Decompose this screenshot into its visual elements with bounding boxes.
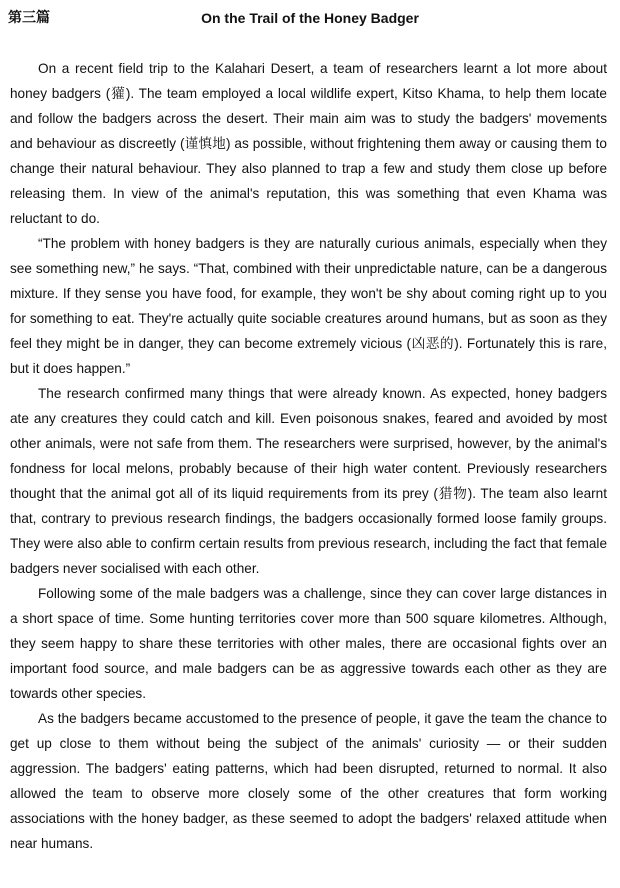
paragraph-3: The research confirmed many things that were already known. As expected, honey badgers ate any creatures they could catch and kill. Even poisonous snakes, feared and avoided by most other animals, were not safe from them. The researchers were surprised, however, by the animal's fondness for local melons, probably because of their high water content. Previously researchers thought that the animal got all of its liquid requirements from its prey (猎物). The team also learnt that, contrary to previous research findings, the badgers occasionally formed loose family groups. They were also able to confirm certain results from previous research, including the fact that female badgers never socialised with each other. bbox=[10, 386, 607, 576]
article-body bbox=[10, 56, 607, 856]
section-label: 第三篇 bbox=[8, 10, 50, 26]
paragraph-2: “The problem with honey badgers is they are naturally curious animals, especially when they see something new,” he says. “That, combined with their unpredictable nature, can be a dangerous mixture. If they sense you have food, for example, they won't be shy about coming right up to you for something to eat. They're actually quite sociable creatures around humans, but as soon as they feel they might be in danger, they can become extremely vicious (凶恶的). Fortunately this is rare, but it does happen.” bbox=[10, 236, 607, 376]
paragraph-4: Following some of the male badgers was a challenge, since they can cover large distances in a short space of time. Some hunting territories cover more than 500 square kilometres. Although, they seem happy to share these territories with other males, there are occasional fights over an important food source, and male badgers can be as aggressive towards each other as they are towards other species. bbox=[10, 586, 607, 701]
article-title: On the Trail of the Honey Badger bbox=[201, 10, 419, 26]
paragraph-1: On a recent field trip to the Kalahari Desert, a team of researchers learnt a lot more about honey badgers (獾). The team employed a local wildlife expert, Kitso Khama, to help them locate and follow the badgers across the desert. Their main aim was to study the badgers' movements and behaviour as discreetly (谨慎地) as possible, without frightening them away or causing them to change their natural behaviour. They also planned to trap a few and study them close up before releasing them. In view of the animal's reputation, this was something that even Khama was reluctant to do. bbox=[10, 61, 607, 226]
page-header bbox=[8, 8, 612, 30]
paragraph-5: As the badgers became accustomed to the presence of people, it gave the team the chance to get up close to them without being the subject of the animals' curiosity — or their sudden aggression. The badgers' eating patterns, which had been disrupted, returned to normal. It also allowed the team to observe more closely some of the other creatures that form working associations with the honey badger, as these seemed to adopt the badgers' relaxed attitude when near humans. bbox=[10, 711, 607, 851]
